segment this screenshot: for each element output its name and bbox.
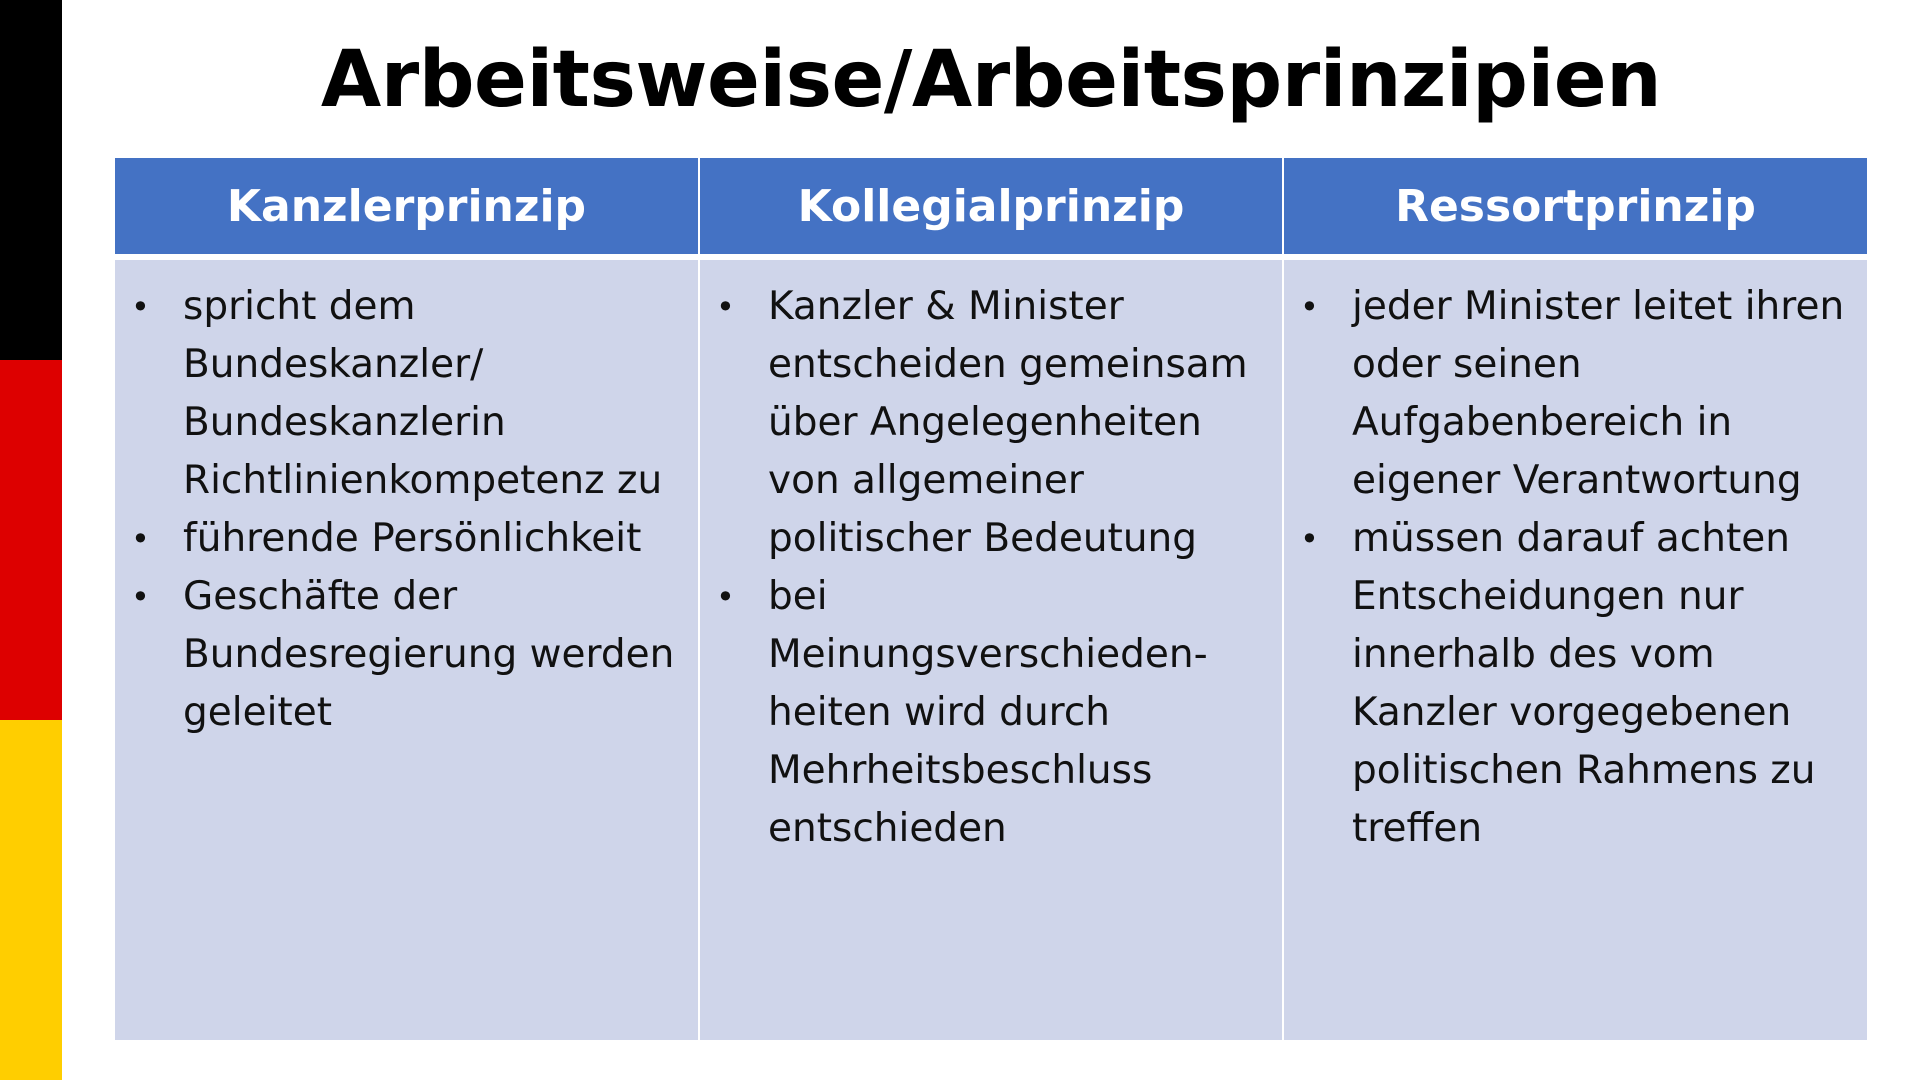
column-cell-kollegialprinzip <box>699 257 1283 1040</box>
table-header-row <box>115 158 1867 257</box>
list-item <box>710 568 1272 858</box>
slide-title: Arbeitsweise/Arbeitsprinzipien <box>320 35 1662 125</box>
list-item <box>125 278 688 510</box>
column-header-ressortprinzip: Ressortprinzip <box>1283 158 1867 257</box>
list-item <box>1294 278 1857 510</box>
bullet-icon: • <box>131 288 150 326</box>
bullet-text: Kanzler & Minister entscheiden gemeinsam über Angelegenheiten von allgemeiner politischer Bedeutung <box>768 284 1248 561</box>
bullet-icon: • <box>131 578 150 616</box>
bullet-text: Geschäfte der Bundesregierung werden geleitet <box>183 574 675 735</box>
list-item <box>125 510 688 568</box>
flag-gold-stripe <box>0 720 62 1080</box>
bullet-icon: • <box>716 578 735 616</box>
german-flag-stripe <box>0 0 62 1080</box>
flag-black-stripe <box>0 0 62 360</box>
bullet-list <box>125 278 688 742</box>
bullet-text: spricht dem Bundeskanzler/ Bundeskanzlerin Richtlinienkompetenz zu <box>183 284 663 503</box>
column-cell-ressortprinzip <box>1283 257 1867 1040</box>
bullet-list <box>1294 278 1857 858</box>
column-cell-kanzlerprinzip <box>115 257 699 1040</box>
bullet-icon: • <box>1300 288 1319 326</box>
bullet-text: führende Persönlichkeit <box>183 516 642 561</box>
bullet-icon: • <box>1300 520 1319 558</box>
bullet-text: jeder Minister leitet ihren oder seinen Aufgabenbereich in eigener Verantwortung <box>1352 284 1845 503</box>
bullet-icon: • <box>716 288 735 326</box>
table-body-row <box>115 257 1867 1040</box>
list-item <box>125 568 688 742</box>
list-item <box>710 278 1272 568</box>
column-header-kollegialprinzip: Kollegialprinzip <box>699 158 1283 257</box>
bullet-text: müssen darauf achten Entscheidungen nur innerhalb des vom Kanzler vorgegebenen politischen Rahmens zu treffen <box>1352 516 1816 851</box>
bullet-icon: • <box>131 520 150 558</box>
principles-table <box>115 158 1867 1040</box>
bullet-text: bei Meinungsverschieden-heiten wird durch Mehrheitsbeschluss entschieden <box>768 574 1208 851</box>
list-item <box>1294 510 1857 858</box>
flag-red-stripe <box>0 360 62 720</box>
column-header-kanzlerprinzip: Kanzlerprinzip <box>115 158 699 257</box>
bullet-list <box>710 278 1272 858</box>
